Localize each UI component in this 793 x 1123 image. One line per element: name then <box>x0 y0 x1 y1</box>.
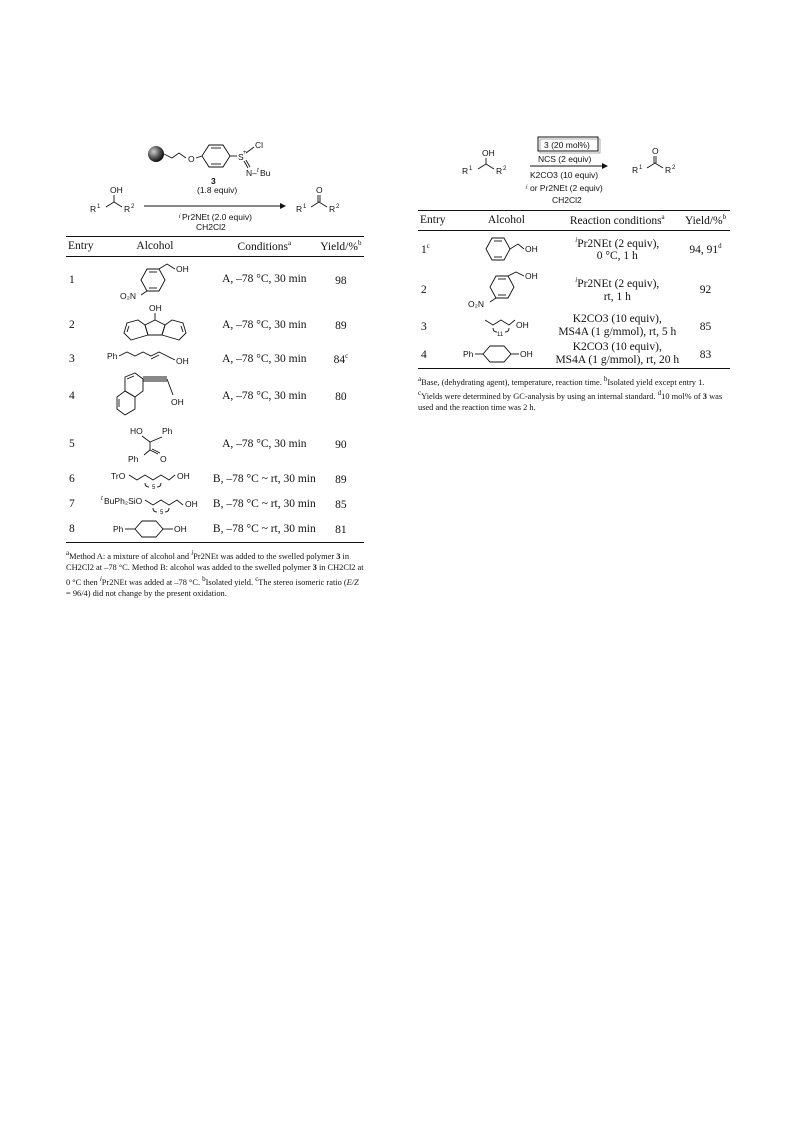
svg-text:Ph: Ph <box>161 426 173 437</box>
table-row <box>418 312 730 340</box>
reaction-conditions: $^i$Pr2NEt (2 equiv), rt, 1 h <box>575 276 660 304</box>
svg-text:R: R <box>496 166 503 176</box>
reaction-conditions: $^i$Pr2NEt (2 equiv), 0 °C, 1 h <box>575 235 660 263</box>
right-table-panel <box>418 136 730 414</box>
reagent-number: 3 <box>211 176 216 186</box>
yield: 85 <box>699 321 712 334</box>
polymer-reagent-structure <box>66 136 364 236</box>
svg-text:OH: OH <box>525 243 539 254</box>
yield: 89 <box>335 320 347 333</box>
conditions: A, –78 °C, 30 min <box>222 273 307 286</box>
svg-text:t: t <box>257 168 259 174</box>
svg-text:R: R <box>462 166 469 176</box>
left-results-table <box>66 236 364 543</box>
fluorenol-structure <box>113 303 197 347</box>
col-reaction-conditions: Reaction conditions$^a$ <box>553 211 681 231</box>
alcohol-structure <box>99 348 211 370</box>
svg-text:Bu: Bu <box>260 168 271 178</box>
svg-text:R: R <box>296 204 303 214</box>
reaction-conditions: K2CO3 (10 equiv), MS4A (1 g/mmol), rt, 5 h <box>558 313 677 339</box>
nitrobenzyl-alcohol-structure <box>115 260 195 300</box>
entry-number: 3 <box>421 321 427 334</box>
entry-number: 6 <box>69 473 75 486</box>
oxidant-line: NCS (2 equiv) <box>538 154 592 164</box>
table-row <box>66 302 364 348</box>
conditions: A, –78 °C, 30 min <box>222 318 307 331</box>
svg-text:R: R <box>632 165 639 175</box>
entry-number: 5 <box>69 438 75 451</box>
base-line-2: or Pr2NEt (2 equiv) <box>530 183 603 193</box>
yield: 84$^c$ <box>333 352 349 367</box>
svg-text:N–: N– <box>246 168 257 178</box>
svg-text:HO: HO <box>129 426 143 437</box>
svg-text:Ph: Ph <box>106 351 118 362</box>
solvent-right: CH2Cl2 <box>552 195 582 205</box>
svg-text:OH: OH <box>482 148 495 158</box>
svg-text:OH: OH <box>170 397 184 408</box>
svg-text:OH: OH <box>173 524 187 535</box>
svg-text:OH: OH <box>525 271 539 282</box>
yield: 98 <box>335 274 347 287</box>
table-row <box>66 370 364 422</box>
phenylcyclohexanol-structure <box>107 518 203 540</box>
solvent: CH2Cl2 <box>196 222 226 232</box>
svg-text:OH: OH <box>110 185 123 195</box>
right-footnote: $^a$Base, (dehydrating agent), temperature, reaction time. $^b$Isolated yield except entry 1. $^c$Yields were determined by GC-analysis by using an internal standard. $^d$10 mol% of 3 was used and the reaction time was 2 h. <box>418 374 723 413</box>
svg-text:BuPh₂SiO: BuPh₂SiO <box>103 496 143 507</box>
table-row <box>66 492 364 516</box>
svg-text:OH: OH <box>148 303 162 314</box>
benzoin-structure <box>120 424 190 464</box>
col-entry: Entry <box>66 237 99 257</box>
table-row <box>66 348 364 370</box>
conditions: A, –78 °C, 30 min <box>222 437 307 450</box>
right-reaction-scheme <box>418 136 730 210</box>
table-row <box>66 516 364 542</box>
svg-text:O₂N: O₂N <box>119 290 136 300</box>
entry-number: 4 <box>418 340 459 368</box>
col-yield: Yield/%$^b$ <box>318 237 364 257</box>
col-alcohol: Alcohol <box>459 211 553 231</box>
naphthyl-propargyl-alcohol-structure <box>107 371 203 421</box>
alcohol-structure <box>99 492 211 516</box>
catalytic-oxidation-scheme <box>418 136 730 210</box>
svg-text:O: O <box>188 154 195 164</box>
svg-text:i: i <box>526 185 528 191</box>
yield: 92 <box>699 284 712 297</box>
entry-number: 1$^c$ <box>421 241 430 256</box>
svg-text:1: 1 <box>97 204 101 210</box>
nitrobenzyl-alcohol-structure <box>466 269 546 309</box>
svg-text:+: + <box>243 150 247 156</box>
yield: 80 <box>335 391 347 404</box>
silyloxy-alkanol-structure <box>101 493 209 515</box>
col-yield: Yield/%$^b$ <box>681 211 730 231</box>
table-row <box>418 340 730 368</box>
alcohol-structure <box>99 422 211 466</box>
alcohol-structure <box>459 312 553 340</box>
base-line: Pr2NEt (2.0 equiv) <box>182 212 252 222</box>
svg-text:R: R <box>90 204 97 214</box>
alcohol-structure <box>459 230 553 266</box>
left-reaction-scheme <box>66 136 364 236</box>
svg-text:R: R <box>124 204 131 214</box>
alcohol-structure <box>99 516 211 542</box>
left-table-header-row <box>66 237 364 257</box>
entry-number: 3 <box>69 353 75 366</box>
catalyst-label: 3 (20 mol%) <box>544 140 590 150</box>
yield: 90 <box>335 439 347 452</box>
alcohol-structure <box>99 302 211 348</box>
svg-text:1: 1 <box>469 166 473 172</box>
yield: 85 <box>335 499 347 512</box>
svg-text:t: t <box>100 496 103 503</box>
alcohol-structure <box>459 266 553 312</box>
svg-text:O: O <box>316 185 323 195</box>
table-row <box>66 422 364 466</box>
col-conditions: Conditions$^a$ <box>211 237 318 257</box>
svg-text:Ph: Ph <box>127 454 139 465</box>
svg-text:TrO: TrO <box>110 471 126 482</box>
table-row <box>418 230 730 266</box>
phenylhexenol-structure <box>105 350 205 368</box>
svg-text:OH: OH <box>176 471 190 482</box>
right-results-table <box>418 210 730 369</box>
conditions: B, –78 °C ~ rt, 30 min <box>212 472 316 485</box>
trityloxy-alkanol-structure <box>107 468 203 490</box>
table-row <box>66 466 364 492</box>
svg-text:2: 2 <box>336 204 340 210</box>
alcohol-structure <box>459 340 553 368</box>
yield: 83 <box>681 340 730 368</box>
svg-text:O₂N: O₂N <box>468 299 485 310</box>
alcohol-structure <box>99 466 211 492</box>
entry-number: 1 <box>69 273 75 286</box>
svg-text:OH: OH <box>520 349 534 360</box>
svg-text:11: 11 <box>497 332 504 339</box>
svg-text:S: S <box>238 152 244 162</box>
svg-text:2: 2 <box>672 165 676 171</box>
reaction-conditions: K2CO3 (10 equiv), MS4A (1 g/mmol), rt, 20 h <box>553 340 681 368</box>
conditions: B, –78 °C ~ rt, 30 min <box>211 516 318 542</box>
entry-number: 4 <box>69 390 75 403</box>
svg-text:OH: OH <box>175 263 189 274</box>
base-line-1: K2CO3 (10 equiv) <box>530 170 599 180</box>
yield: 89 <box>335 474 347 487</box>
svg-text:O: O <box>159 454 167 465</box>
col-entry: Entry <box>418 211 459 231</box>
svg-text:O: O <box>652 146 659 156</box>
table-row <box>66 256 364 302</box>
col-alcohol: Alcohol <box>99 237 211 257</box>
svg-text:2: 2 <box>131 204 135 210</box>
svg-text:2: 2 <box>503 166 507 172</box>
phenylcyclohexanol-structure <box>461 343 551 365</box>
conditions: B, –78 °C ~ rt, 30 min <box>212 497 316 510</box>
svg-text:1: 1 <box>639 165 643 171</box>
svg-text:OH: OH <box>184 499 198 510</box>
entry-number: 8 <box>66 516 99 542</box>
entry-number: 2 <box>69 319 75 332</box>
yield: 81 <box>318 516 364 542</box>
table-row <box>418 266 730 312</box>
alcohol-structure <box>99 256 211 302</box>
conditions: A, –78 °C, 30 min <box>222 352 307 365</box>
polymer-bead-icon <box>148 146 164 162</box>
yield: 94, 91$^d$ <box>689 241 722 256</box>
reagent-equiv: (1.8 equiv) <box>197 185 238 195</box>
right-table-header-row <box>418 211 730 231</box>
left-footnote: $^a$Method A: a mixture of alcohol and $^i$Pr2NEt was added to the swelled polymer 3 in CH2Cl2 at –78 °C. Method B: alcohol was added to the swelled polymer 3 in CH2Cl2 at 0 °C then $^i$Pr2NEt was added at –78 °C. $^b$Isolated yield. $^c$The stereo isomeric ratio (E/Z = 96/4) did not change by the present oxidation. <box>66 548 364 598</box>
svg-text:R: R <box>329 204 336 214</box>
left-table-panel <box>66 136 364 599</box>
svg-text:OH: OH <box>175 356 189 367</box>
svg-text:OH: OH <box>516 320 530 331</box>
conditions: A, –78 °C, 30 min <box>222 389 307 402</box>
entry-number: 7 <box>69 498 75 511</box>
svg-text:R: R <box>665 165 672 175</box>
svg-text:5: 5 <box>159 510 164 516</box>
svg-text:1: 1 <box>303 204 307 210</box>
entry-number: 2 <box>421 284 427 297</box>
svg-text:Ph: Ph <box>463 349 474 360</box>
alcohol-structure <box>99 370 211 422</box>
svg-text:5: 5 <box>151 485 156 491</box>
svg-text:i: i <box>179 214 181 220</box>
tetradecanol-structure <box>471 314 541 338</box>
svg-text:Cl: Cl <box>255 140 264 150</box>
benzyl-alcohol-structure <box>466 233 546 265</box>
svg-text:Ph: Ph <box>112 524 124 535</box>
